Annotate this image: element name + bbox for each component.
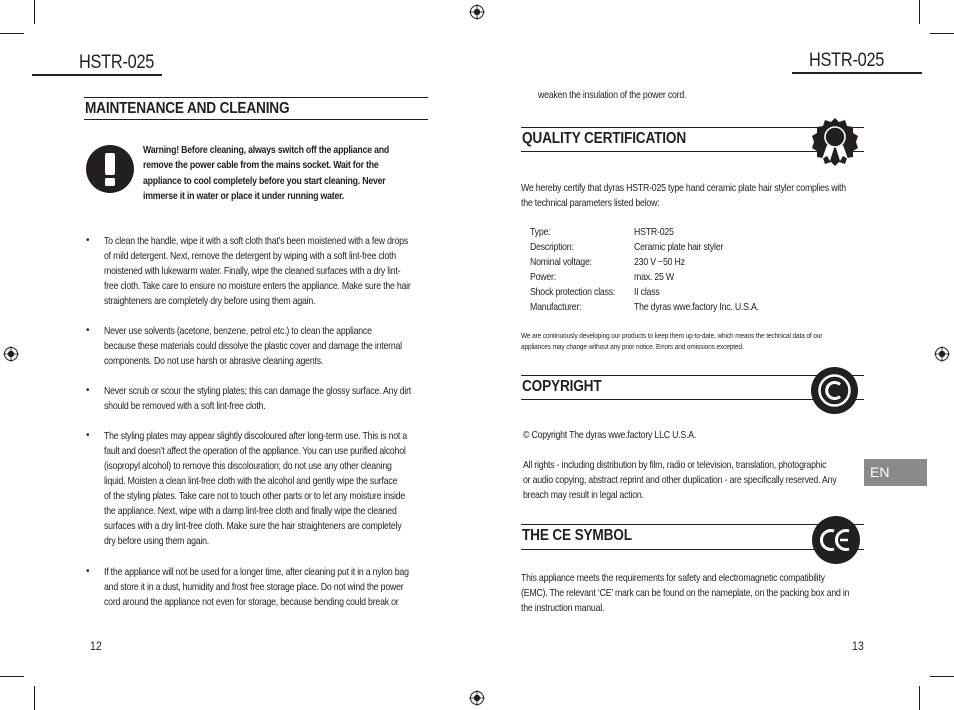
section-rule-bottom [84,119,428,120]
crop-mark [919,0,920,24]
crop-mark [930,33,954,34]
spec-value: HSTR-025 [634,227,674,238]
section-title-copyright: COPYRIGHT [522,378,602,395]
bullet-line: Never scrub or scour the styling plates; this can damage the glossy surface. Any dirt [104,386,412,397]
bullet-line: (isopropyl alcohol) to remove this discolouration; do not use any other cleaning [104,461,392,472]
bullet-line: dry before using them again. [104,536,210,547]
crop-mark [919,686,920,710]
bullet-line: of the styling plates. Take care not to touch other parts or to let any moisture inside [104,491,406,502]
spec-label: Manufacturer: [530,302,582,313]
ce-text-line: the instruction manual. [521,603,605,614]
ce-mark-icon [812,516,860,564]
crop-mark [34,0,35,24]
disclaimer-line: appliances may change without any prior notice. Errors and omissions excepted. [521,342,744,351]
crop-mark [0,33,24,34]
disclaimer-line: We are continuously developing our products to keep them up-to-date, which means the technical data of our [521,331,823,340]
ce-text-line: (EMC). The relevant ‘CE’ mark can be found on the nameplate, on the packing box and in [521,588,850,599]
model-header: HSTR-025 [79,52,155,73]
section-title-maintenance: MAINTENANCE AND CLEANING [85,100,290,117]
page-number: 12 [90,639,102,653]
bullet-line: cord around the appliance not even for storage, because bending could break or [104,597,399,608]
bullet-marker: • [86,385,90,396]
quality-intro-line: the technical parameters listed below: [521,198,660,209]
model-underline [32,74,162,76]
warning-line: appliance to cool completely before you start cleaning. Never [143,176,386,187]
quality-seal-icon [810,117,860,167]
bullet-line: If the appliance will not be used for a longer time, after cleaning put it in a nylon bag [104,567,409,578]
spec-value: The dyras wwe.factory Inc. U.S.A. [634,302,759,313]
model-underline [792,72,922,74]
bullet-line: liquid. Moisten a clean lint-free cloth with the alcohol and gently wipe the surface [104,476,398,487]
warning-line: immerse it in water or place it under running water. [143,191,345,202]
section-title-ce: THE CE SYMBOL [522,527,632,544]
bullet-line: The styling plates may appear slightly discoloured after long-term use. This is not a [104,431,407,442]
spec-label: Type: [530,227,551,238]
bullet-line: of mild detergent. Next, remove the detergent by wiping with a soft lint-free cloth [104,251,396,262]
spec-label: Power: [530,272,556,283]
continuation-text: weaken the insulation of the power cord. [538,90,687,101]
language-tab [864,459,927,486]
registration-mark-icon [3,346,19,362]
bullet-line: surfaces with a dry lint-free cloth. Make sure the hair straighteners are completely [104,521,402,532]
bullet-line: should be removed with a soft lint-free cloth. [104,401,266,412]
copyright-notice: © Copyright The dyras wwe.factory LLC U.S.A. [523,430,697,441]
crop-mark [34,686,35,710]
bullet-marker: • [86,430,90,441]
rights-line: All rights - including distribution by film, radio or television, translation, photographic [523,460,827,471]
bullet-line: To clean the handle, wipe it with a soft cloth that’s been moistened with a few drops [104,236,408,247]
bullet-line: fault and doesn’t affect the operation of the appliance. You can use purified alcohol [104,446,406,457]
section-title-quality: QUALITY CERTIFICATION [522,130,687,147]
rights-line: or audio copying, abstract reprint and other duplication - are specifically reserved. Any [523,475,837,486]
bullet-marker: • [86,566,90,577]
bullet-line: because these materials could dissolve the plastic cover and damage the internal [104,341,402,352]
copyright-symbol-icon [811,367,858,414]
model-header: HSTR-025 [809,50,885,71]
page-number: 13 [852,639,864,653]
bullet-line: straighteners are completely dry before using them again. [104,296,316,307]
language-tab-label: EN [870,464,890,480]
crop-mark [0,676,24,677]
bullet-line: and store it in a dust, humidity and frost free storage place. Do not wind the power [104,582,404,593]
registration-mark-icon [934,346,950,362]
registration-mark-icon [469,690,485,706]
warning-line: Warning! Before cleaning, always switch off the appliance and [143,145,390,156]
quality-intro-line: We hereby certify that dyras HSTR-025 type hand ceramic plate hair styler complies with [521,183,846,194]
bullet-line: free cloth. Take care to ensure no moisture enters the appliance. Make sure the hair [104,281,411,292]
bullet-marker: • [86,325,90,336]
registration-mark-icon [469,4,485,20]
bullet-line: the appliance. Next, wipe with a damp lint-free cloth and finally wipe the cleaned [104,506,397,517]
bullet-line: components. Do not use harsh or abrasive cleaning agents. [104,356,324,367]
spec-value: 230 V ~50 Hz [634,257,685,268]
ce-text-line: This appliance meets the requirements for safety and electromagnetic compatibility [521,573,825,584]
spec-value: Ceramic plate hair styler [634,242,724,253]
spec-label: Shock protection class: [530,287,616,298]
rights-line: breach may result in legal action. [523,490,644,501]
bullet-line: Never use solvents (acetone, benzene, petrol etc.) to clean the appliance [104,326,372,337]
spec-value: max. 25 W [634,272,674,283]
bullet-marker: • [86,235,90,246]
crop-mark [930,676,954,677]
spec-label: Description: [530,242,574,253]
bullet-line: moistened with lukewarm water. Finally, wipe the cleaned surfaces with a dry lint- [104,266,401,277]
warning-exclamation-icon [86,145,134,193]
section-rule-top [84,97,428,98]
warning-line: remove the power cable from the mains socket. Wait for the [143,160,379,171]
spec-label: Nominal voltage: [530,257,592,268]
spec-value: II class [634,287,660,298]
